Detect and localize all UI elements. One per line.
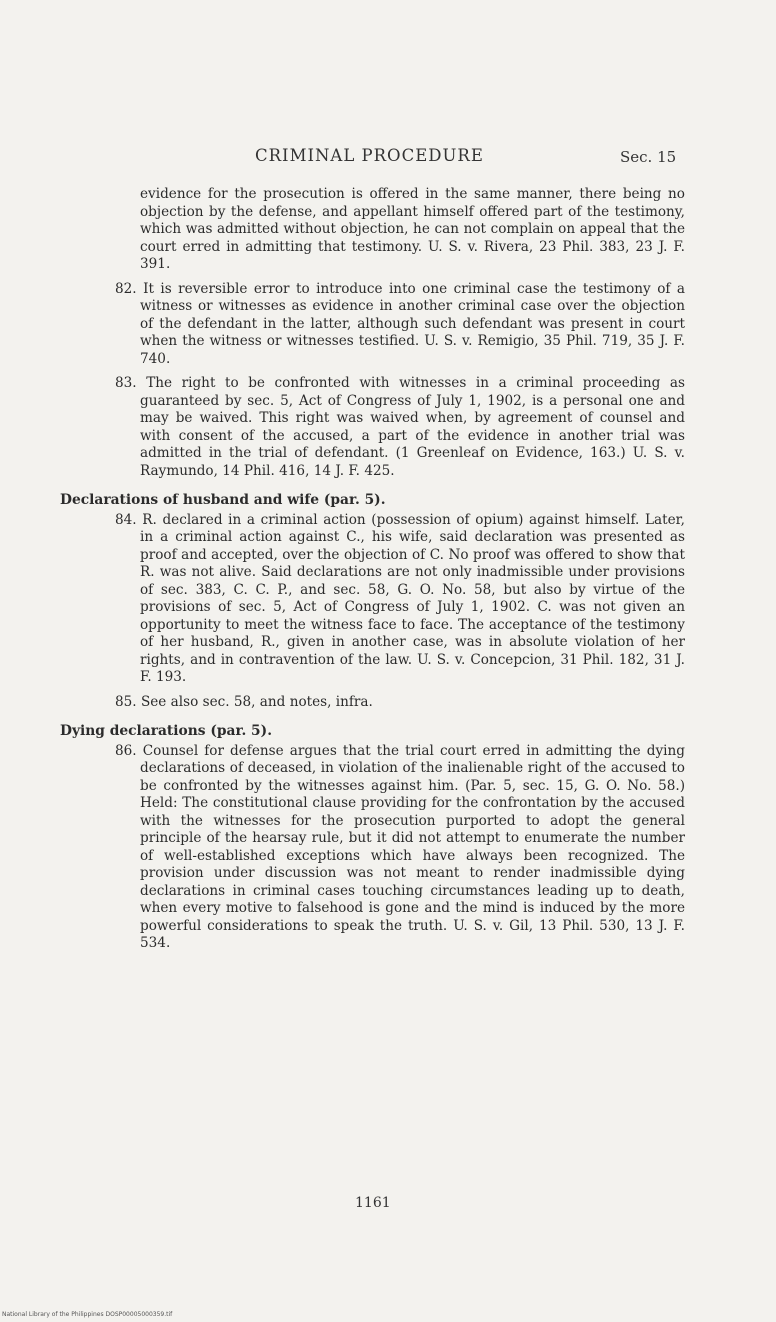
section-heading-dying-declarations: Dying declarations (par. 5).	[60, 723, 272, 739]
note-82: 82. It is reversible error to introduce into one criminal case the testimony of a witness or witnesses as evidence in another criminal case over the objection of the defendant in the latter, although such defendant was present in court when the witness or witnesses testified. U. S. v. Remigio, 35 Phil. 719, 35 J. F. 740.	[115, 280, 685, 367]
note-85: 85. See also sec. 58, and notes, infra.	[115, 693, 373, 710]
note-84: 84. R. declared in a criminal action (possession of opium) against himself. Later, in a criminal action against C., his wife, said declaration was presented as proof and accepted, over the objection of C. No proof was offered to show that R. was not alive. Said declarations are not only inadmissible under provisions of sec. 383, C. C. P., and sec. 58, G. O. No. 58, but also by virtue of the provisions of sec. 5, Act of Congress of July 1, 1902. C. was not given an opportunity to meet the witness face to face. The acceptance of the testimony of her husband, R., given in another case, was in absolute violation of her rights, and in contravention of the law. U. S. v. Concepcion, 31 Phil. 182, 31 J. F. 193.	[115, 511, 685, 685]
running-header	[0, 146, 776, 170]
continuation-paragraph: evidence for the prosecution is offered in the same manner, there being no objection by the defense, and appellant himself offered part of the testimony, which was admitted without objection, he can not complain on appeal that the court erred in admitting that testimony. U. S. v. Rivera, 23 Phil. 383, 23 J. F. 391.	[140, 186, 685, 272]
note-83: 83. The right to be confronted with witnesses in a criminal proceeding as guaranteed by sec. 5, Act of Congress of July 1, 1902, is a personal one and may be waived. This right was waived when, by agreement of counsel and with consent of the accused, a part of the evidence in another trial was admitted in the trial of defendant. (1 Greenleaf on Evidence, 163.) U. S. v. Raymundo, 14 Phil. 416, 14 J. F. 425.	[115, 375, 685, 479]
section-heading-husband-wife: Declarations of husband and wife (par. 5).	[60, 492, 386, 508]
page-number: 1161	[355, 1195, 391, 1211]
header-title: CRIMINAL PROCEDURE	[255, 146, 484, 165]
page-body	[60, 186, 685, 953]
note-86: 86. Counsel for defense argues that the trial court erred in admitting the dying declarations of deceased, in violation of the inalienable right of the accused to be confronted by the witnesses against him. (Par. 5, sec. 15, G. O. No. 58.) Held: The constitutional clause providing for the confrontation by the accused with the witnesses for the prosecution purported to adopt the general principle of the hearsay rule, but it did not attempt to enumerate the number of well-established exceptions which have always been recognized. The provision under discussion was not meant to render inadmissible dying declarations in criminal cases touching circumstances leading up to death, when every motive to falsehood is gone and the mind is induced by the more powerful considerations to speak the truth. U. S. v. Gil, 13 Phil. 530, 13 J. F. 534.	[115, 742, 685, 951]
scan-footer: National Library of the Philippines DOSP00005000359.tif	[2, 1311, 173, 1318]
header-section: Sec. 15	[620, 148, 677, 166]
